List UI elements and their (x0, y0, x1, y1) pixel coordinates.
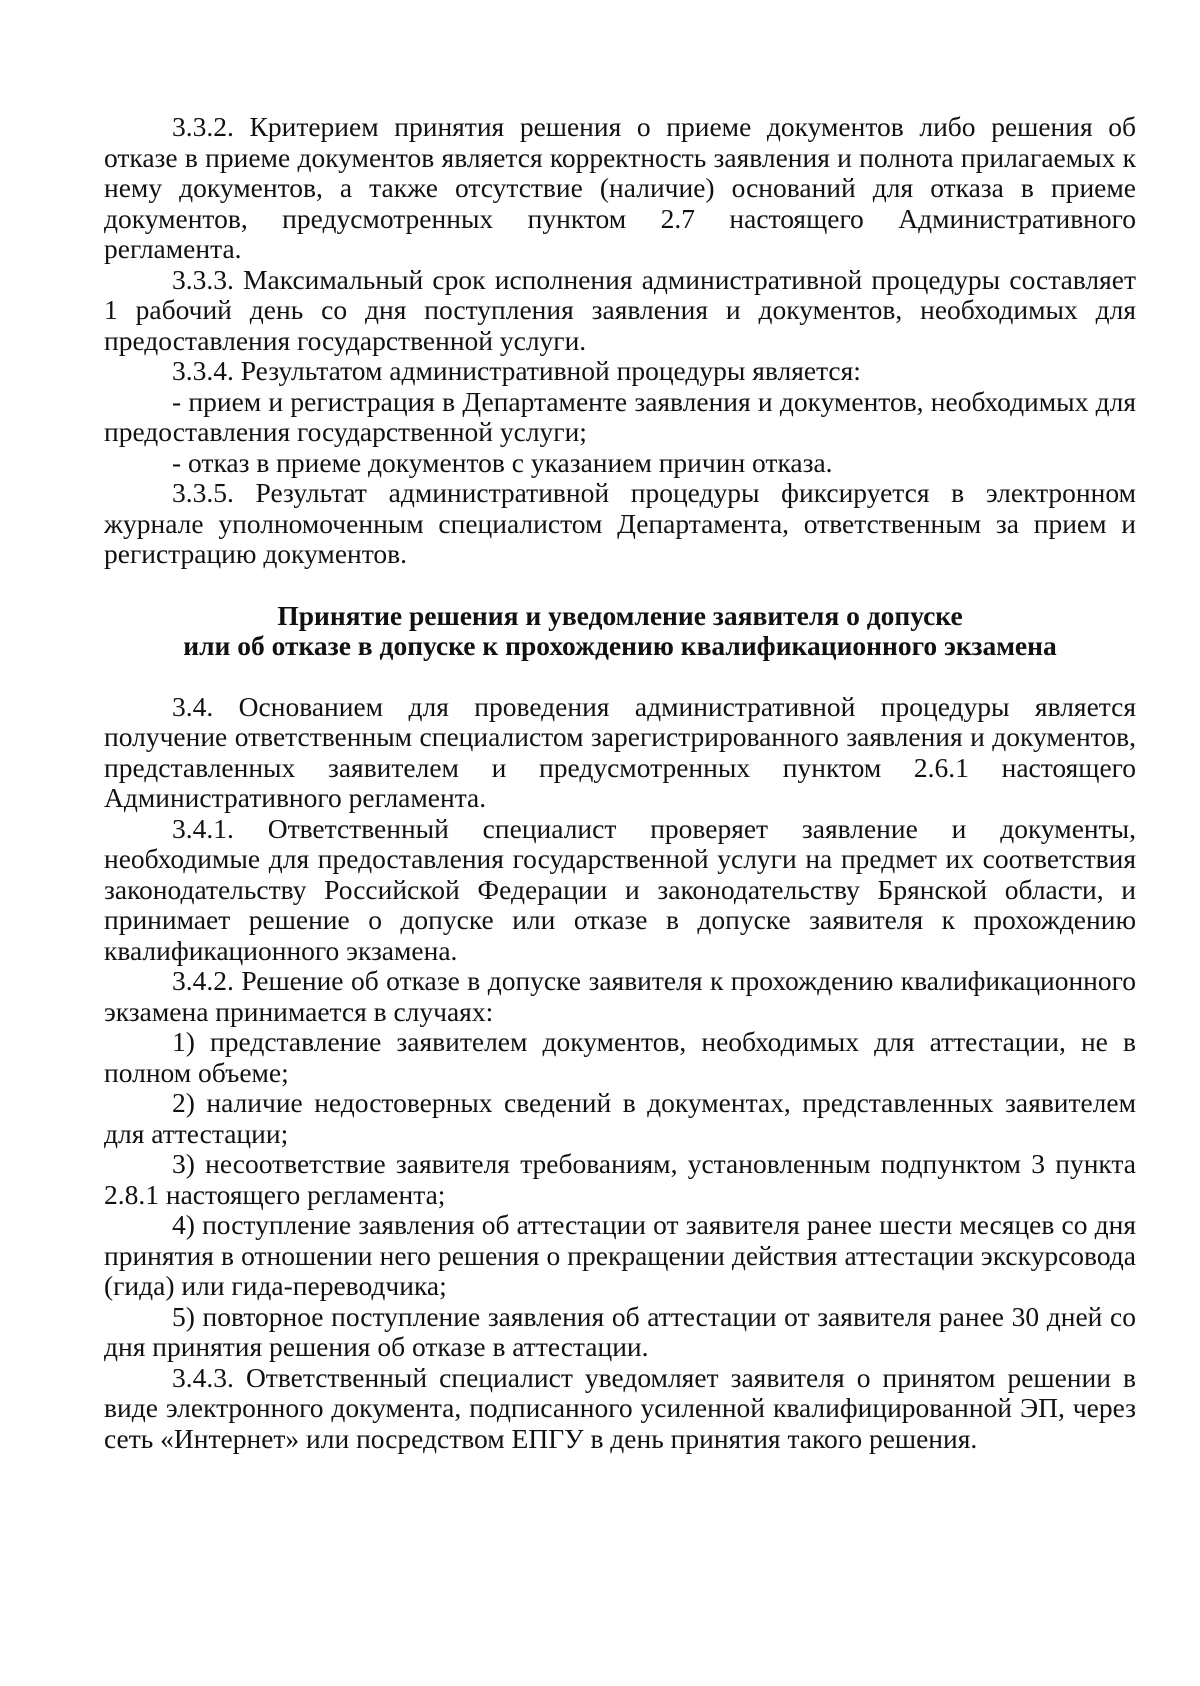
list-item-refusal: - отказ в приеме документов с указанием причин отказа. (172, 446, 833, 478)
spacer (104, 570, 1136, 601)
list-item-2: 2) наличие недостоверных сведений в документах, представленных заявителем для аттестации; (104, 1087, 1136, 1149)
list-item-5: 5) повторное поступление заявления об аттестации от заявителя ранее 30 дней со дня принятия решения об отказе в аттестации. (104, 1300, 1136, 1362)
spacer (104, 662, 1136, 692)
document-body (104, 112, 1136, 1454)
paragraph-3-4-1: 3.4.1. Ответственный специалист проверяет заявление и документы, необходимые для предоставления государственной услуги на предмет их соответствия законодательству Российской Федерации и законодательству Брянской области, и принимает решение о допуске или отказе в допуске заявителя к прохождению квалификационного экзамена. (104, 812, 1136, 966)
paragraph-3-4-2: 3.4.2. Решение об отказе в допуске заявителя к прохождению квалификационного экзамена принимается в случаях: (104, 965, 1136, 1027)
list-item-4: 4) поступление заявления об аттестации от заявителя ранее шести месяцев со дня принятия в отношении него решения о прекращении действия аттестации экскурсовода (гида) или гида-переводчика; (104, 1209, 1136, 1301)
section-heading (104, 601, 1136, 662)
paragraph-3-4: 3.4. Основанием для проведения административной процедуры является получение ответственным специалистом зарегистрированного заявления и документов, представленных заявителем и предусмотренных пунктом 2.6.1 настоящего Административного регламента. (104, 690, 1136, 813)
list-item-3: 3) несоответствие заявителя требованиям, установленным подпунктом 3 пункта 2.8.1 настоящего регламента; (104, 1148, 1136, 1210)
list-item-1: 1) представление заявителем документов, необходимых для аттестации, не в полном объеме; (104, 1026, 1136, 1088)
paragraph-3-3-3: 3.3.3. Максимальный срок исполнения административной процедуры составляет 1 рабочий день со дня поступления заявления и документов, необходимых для предоставления государственной услуги. (104, 263, 1136, 356)
paragraph-3-4-3: 3.4.3. Ответственный специалист уведомляет заявителя о принятом решении в виде электронного документа, подписанного усиленной квалифицированной ЭП, через сеть «Интернет» или посредством ЕПГУ в день принятия такого решения. (104, 1361, 1136, 1454)
section-heading-line-2: или об отказе в допуске к прохождению квалификационного экзамена (183, 630, 1057, 661)
paragraph-3-3-5: 3.3.5. Результат административной процедуры фиксируется в электронном журнале уполномоченным специалистом Департамента, ответственным за прием и регистрацию документов. (104, 477, 1136, 569)
list-item-reception: - прием и регистрация в Департаменте заявления и документов, необходимых для предоставления государственной услуги; (104, 385, 1136, 447)
paragraph-3-3-4: 3.3.4. Результатом административной процедуры является: (172, 355, 861, 386)
paragraph-3-3-2: 3.3.2. Критерием принятия решения о приеме документов либо решения об отказе в приеме документов является корректность заявления и полнота прилагаемых к нему документов, а также отсутствие (наличие) оснований для отказа в приеме документов, предусмотренных пунктом 2.7 настоящего Административного регламента. (104, 111, 1136, 264)
section-heading-line-1: Принятие решения и уведомление заявителя о допуске (277, 599, 963, 631)
